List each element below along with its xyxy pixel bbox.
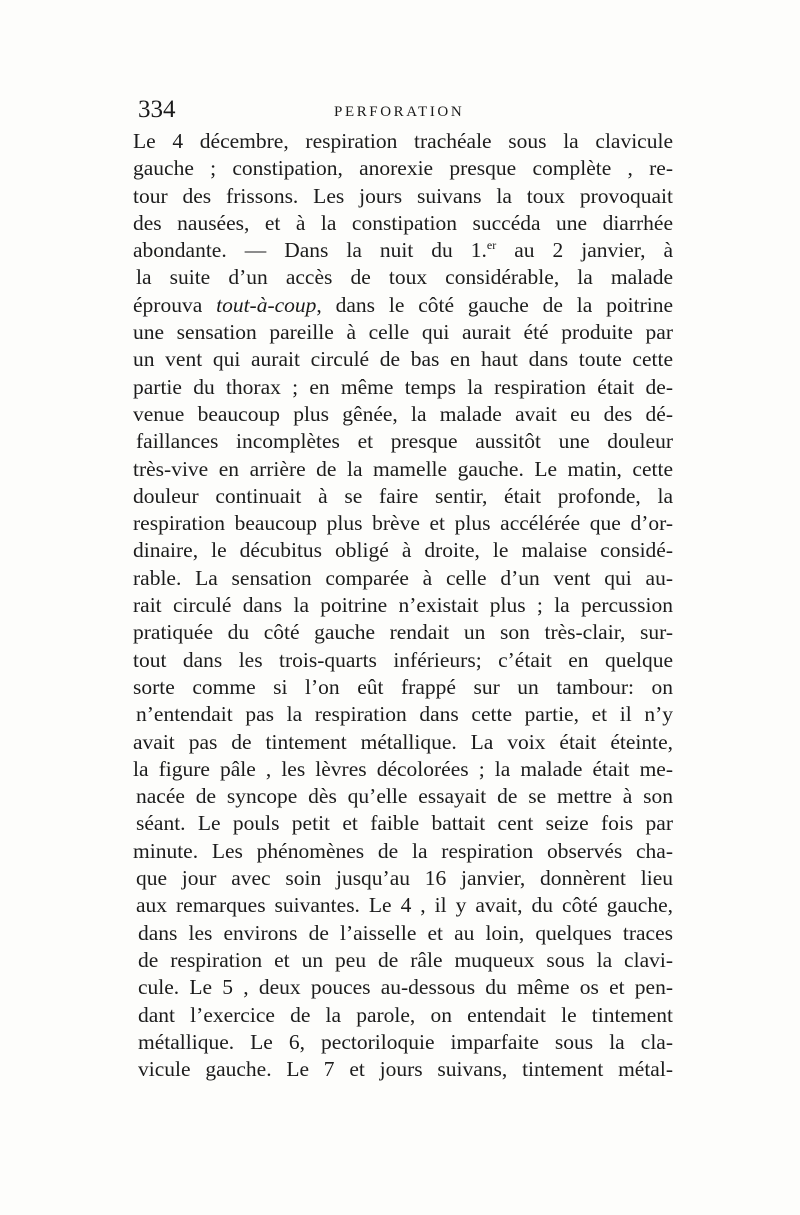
text-line bbox=[133, 619, 673, 646]
text-segment: , dans le côté gauche de la poitrine bbox=[316, 292, 673, 317]
text-segment: dans les environs de l’aisselle et au loin, quelques traces bbox=[138, 920, 673, 945]
page-title: PERFORATION bbox=[334, 104, 465, 120]
text-segment: pratiquée du côté gauche rendait un son très-clair, sur- bbox=[133, 620, 673, 645]
text-line bbox=[133, 1056, 673, 1083]
text-segment: Le 4 décembre, respiration trachéale sous la clavicule bbox=[133, 129, 673, 153]
text-segment: rait circulé dans la poitrine n’existait plus ; la percussion bbox=[133, 593, 673, 618]
text-line bbox=[133, 865, 673, 892]
text-line bbox=[133, 783, 673, 810]
text-segment: de respiration et un peu de râle muqueux sous la clavi- bbox=[138, 947, 673, 972]
text-line bbox=[133, 947, 673, 974]
running-head bbox=[138, 96, 670, 130]
text-line bbox=[133, 647, 673, 674]
text-segment: la suite d’un accès de toux considérable, la malade bbox=[136, 265, 673, 290]
text-line bbox=[133, 401, 673, 428]
text-line bbox=[133, 428, 673, 455]
text-line bbox=[133, 920, 673, 947]
text-segment: n’entendait pas la respiration dans cette partie, et il n’y bbox=[136, 702, 673, 727]
text-segment: tour des frissons. Les jours suivans la toux provoquait bbox=[133, 183, 673, 208]
text-segment: sorte comme si l’on eût frappé sur un tambour: on bbox=[133, 674, 673, 699]
text-line bbox=[133, 592, 673, 619]
text-segment: nacée de syncope dès qu’elle essayait de se mettre à son bbox=[136, 784, 673, 809]
text-segment: séant. Le pouls petit et faible battait cent seize fois par bbox=[136, 811, 673, 836]
text-line bbox=[133, 183, 673, 210]
superscript-text: er bbox=[486, 238, 497, 253]
page-number: 334 bbox=[138, 96, 176, 123]
text-segment: métallique. Le 6, pectoriloquie imparfaite sous la cla- bbox=[138, 1029, 673, 1054]
text-line bbox=[133, 701, 673, 728]
text-segment: un vent qui aurait circulé de bas en haut dans toute cette bbox=[133, 347, 673, 372]
text-segment: que jour avec soin jusqu’au 16 janvier, donnèrent lieu bbox=[136, 866, 673, 891]
italic-text: tout-à-coup bbox=[216, 292, 317, 317]
text-line bbox=[133, 456, 673, 483]
text-line bbox=[133, 756, 673, 783]
text-segment: rable. La sensation comparée à celle d’un vent qui au- bbox=[133, 565, 673, 590]
text-line bbox=[133, 974, 673, 1001]
text-line bbox=[133, 483, 673, 510]
text-line bbox=[133, 810, 673, 837]
text-segment: dant l’exercice de la parole, on entendait le tintement bbox=[138, 1002, 673, 1027]
text-segment: vicule gauche. Le 7 et jours suivans, tintement métal- bbox=[138, 1057, 673, 1082]
text-line bbox=[133, 346, 673, 373]
text-line bbox=[133, 237, 673, 264]
text-line bbox=[133, 128, 673, 155]
text-segment: cule. Le 5 , deux pouces au-dessous du même os et pen- bbox=[138, 975, 673, 1000]
text-line bbox=[133, 155, 673, 182]
text-line bbox=[133, 892, 673, 919]
text-segment: dinaire, le décubitus obligé à droite, le malaise considé- bbox=[133, 538, 673, 563]
text-segment: venue beaucoup plus gênée, la malade avait eu des dé- bbox=[133, 401, 673, 426]
body-text bbox=[133, 128, 673, 1083]
text-line bbox=[133, 674, 673, 701]
text-line bbox=[133, 729, 673, 756]
text-segment: aux remarques suivantes. Le 4 , il y avait, du côté gauche, bbox=[136, 893, 673, 918]
text-line bbox=[133, 565, 673, 592]
text-segment: au 2 janvier, à bbox=[496, 238, 673, 263]
text-segment: gauche ; constipation, anorexie presque complète , re- bbox=[133, 156, 673, 181]
text-segment: minute. Les phénomènes de la respiration observés cha- bbox=[133, 838, 673, 863]
text-segment: une sensation pareille à celle qui aurait été produite par bbox=[133, 320, 673, 345]
text-line bbox=[133, 510, 673, 537]
text-segment: la figure pâle , les lèvres décolorées ; la malade était me- bbox=[133, 756, 673, 781]
text-segment: partie du thorax ; en même temps la respiration était de- bbox=[133, 374, 673, 399]
text-line bbox=[133, 374, 673, 401]
text-segment: tout dans les trois-quarts inférieurs; c’était en quelque bbox=[133, 647, 673, 672]
text-line bbox=[133, 1002, 673, 1029]
text-line bbox=[133, 319, 673, 346]
text-line bbox=[133, 264, 673, 291]
text-segment: des nausées, et à la constipation succéda une diarrhée bbox=[133, 210, 673, 235]
text-segment: avait pas de tintement métallique. La voix était éteinte, bbox=[133, 729, 673, 754]
text-segment: très-vive en arrière de la mamelle gauche. Le matin, cette bbox=[133, 456, 673, 481]
text-segment: douleur continuait à se faire sentir, était profonde, la bbox=[133, 483, 673, 508]
text-line bbox=[133, 210, 673, 237]
text-line bbox=[133, 838, 673, 865]
text-line bbox=[133, 537, 673, 564]
text-segment: faillances incomplètes et presque aussitôt une douleur bbox=[136, 429, 673, 454]
text-segment: respiration beaucoup plus brève et plus accélérée que d’or- bbox=[133, 511, 673, 536]
text-segment: éprouva bbox=[133, 292, 217, 317]
text-line bbox=[133, 1029, 673, 1056]
text-segment: abondante. — Dans la nuit du 1. bbox=[133, 238, 487, 263]
text-line bbox=[133, 292, 673, 319]
